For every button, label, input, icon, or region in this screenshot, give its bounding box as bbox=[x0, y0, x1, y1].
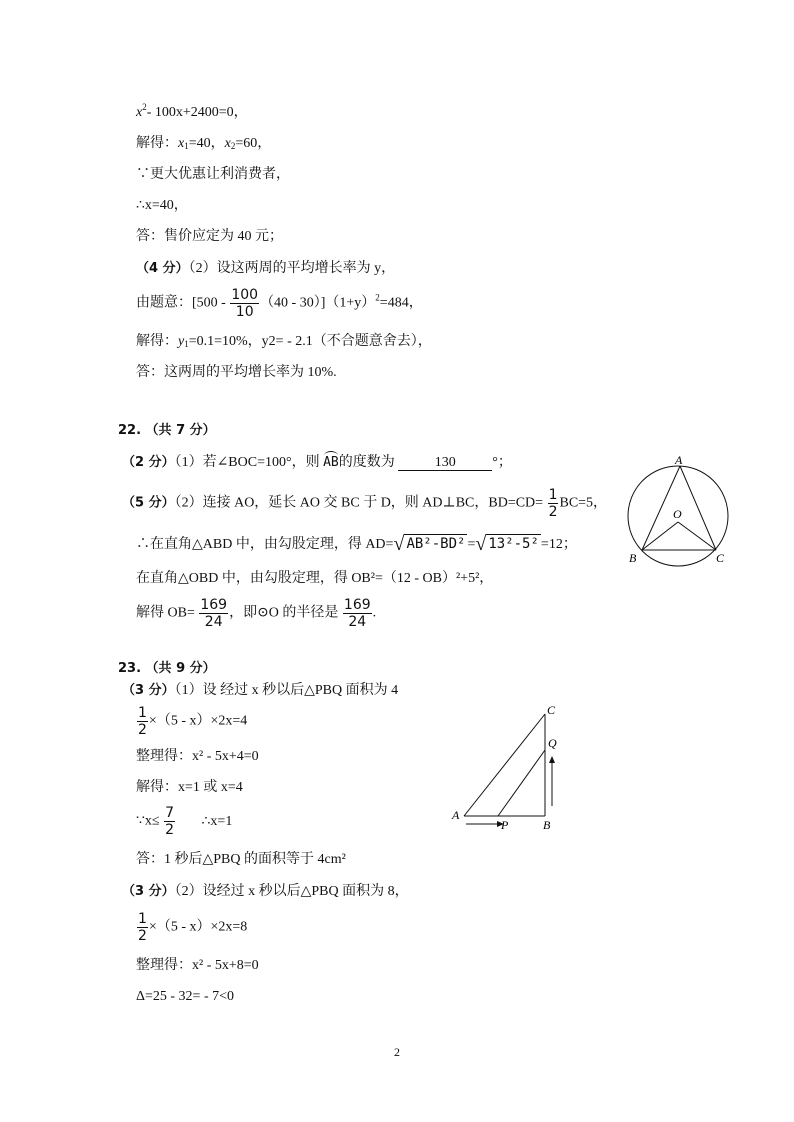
circle-figure bbox=[620, 452, 740, 572]
label-a: A bbox=[452, 808, 460, 822]
fraction: $\frac{169}{24}$ bbox=[343, 597, 371, 630]
triangle-figure bbox=[448, 702, 568, 834]
q21-solution: 解得：$x_1=40$，$x_2=60$， bbox=[136, 136, 272, 151]
q23-solve1: 解得：x=1 或 x=4 bbox=[136, 780, 243, 795]
q22-part1: （2 分）（1）若∠BOC=100°，则 AB的度数为 130 °； bbox=[122, 455, 512, 470]
label-b: B bbox=[629, 551, 637, 565]
score-label: （3 分） bbox=[122, 683, 175, 698]
q23-delta: Δ=25 - 32= - 7<0 bbox=[136, 989, 235, 1004]
fraction: $\frac{1}{2}$ bbox=[138, 911, 147, 944]
radicand: 13²-5² bbox=[488, 536, 539, 552]
q23-eq2: $\frac{1}{2}$ ×（5 - x）×2x=8 bbox=[138, 911, 248, 944]
segment-pq bbox=[498, 750, 545, 816]
fraction: $\frac{100}{10}$ bbox=[231, 287, 259, 320]
score-label: （4 分） bbox=[136, 261, 189, 276]
label-q: Q bbox=[548, 736, 557, 750]
fraction: $\frac{169}{24}$ bbox=[200, 597, 228, 630]
q23-heading: 23. （共 9 分） bbox=[118, 661, 216, 676]
score-label: （3 分） bbox=[122, 884, 175, 899]
radius-ob bbox=[642, 522, 678, 550]
q22-line5: 解得 OB= $\frac{169}{24}$ ，即⊙O 的半径是 $\frac{169}{24}$ . bbox=[136, 597, 377, 630]
q22-line3: ∴在直角△ABD 中，由勾股定理，得 AD=√ AB²-BD² =√ 13²-5² =12； bbox=[136, 533, 577, 555]
score-label: （2 分） bbox=[122, 455, 175, 470]
fraction: $\frac{1}{2}$ bbox=[548, 487, 558, 520]
arc-ab: AB bbox=[323, 455, 339, 470]
radicand: AB²-BD² bbox=[406, 536, 466, 552]
fraction: $\frac{1}{2}$ bbox=[138, 705, 147, 738]
label-o: O bbox=[673, 507, 682, 521]
q23-simplify2: 整理得：x² - 5x+8=0 bbox=[136, 958, 259, 973]
q21-because: ∵更大优惠让利消费者， bbox=[136, 167, 290, 182]
q22-line4: 在直角△OBD 中，由勾股定理，得 OB²=（12 - OB）²+5²， bbox=[136, 571, 494, 586]
q23-answer1: 答：1 秒后△PBQ 的面积等于 4cm² bbox=[136, 852, 346, 867]
label-a: A bbox=[675, 453, 683, 467]
score-label: （5 分） bbox=[122, 495, 175, 511]
label-b: B bbox=[543, 818, 551, 832]
page-number: 2 bbox=[394, 1045, 400, 1059]
q22-part2: （5 分）（2）连接 AO，延长 AO 交 BC 于 D，则 AD⊥BC，BD=CD= $\frac{1}{2}$ BC=5， bbox=[122, 487, 608, 520]
q23-part1: （3 分）（1）设 经过 x 秒以后△PBQ 面积为 4 bbox=[122, 683, 399, 698]
q21-equation: $x^2-$ 100x+2400=0， bbox=[136, 102, 248, 120]
q21-setup: 由题意：[500 - $\frac{100}{10}$ $(40 - 30)](1+y)^2=484$， bbox=[136, 287, 423, 320]
q21-solution2: 解得：$y_1=0.1=10\%$，y2= - 2.1（不合题意舍去）， bbox=[136, 334, 432, 349]
fraction: $\frac{7}{2}$ bbox=[165, 805, 175, 838]
label-p: P bbox=[501, 818, 509, 832]
q21-part2: （4 分）（2）设这两周的平均增长率为 y， bbox=[136, 261, 396, 276]
answer-blank: 130 bbox=[398, 456, 492, 471]
q22-heading: 22. （共 7 分） bbox=[118, 423, 216, 438]
side-ac bbox=[464, 714, 545, 816]
label-c: C bbox=[716, 551, 725, 565]
q23-because: ∵x≤ $\frac{7}{2}$ ∴x=1 bbox=[136, 805, 233, 838]
q23-part2: （3 分）（2）设经过 x 秒以后△PBQ 面积为 8， bbox=[122, 884, 409, 899]
q21-answer2: 答：这两周的平均增长率为 10%. bbox=[136, 365, 337, 380]
arrow-bq-head bbox=[549, 756, 555, 763]
label-c: C bbox=[547, 703, 556, 717]
q23-eq1: $\frac{1}{2}$ ×（5 - x）×2x=4 bbox=[138, 705, 248, 738]
q21-answer1: 答：售价应定为 40 元； bbox=[136, 229, 283, 244]
q21-therefore: ∴x=40， bbox=[136, 198, 188, 213]
q23-simplify1: 整理得：x² - 5x+4=0 bbox=[136, 749, 259, 764]
